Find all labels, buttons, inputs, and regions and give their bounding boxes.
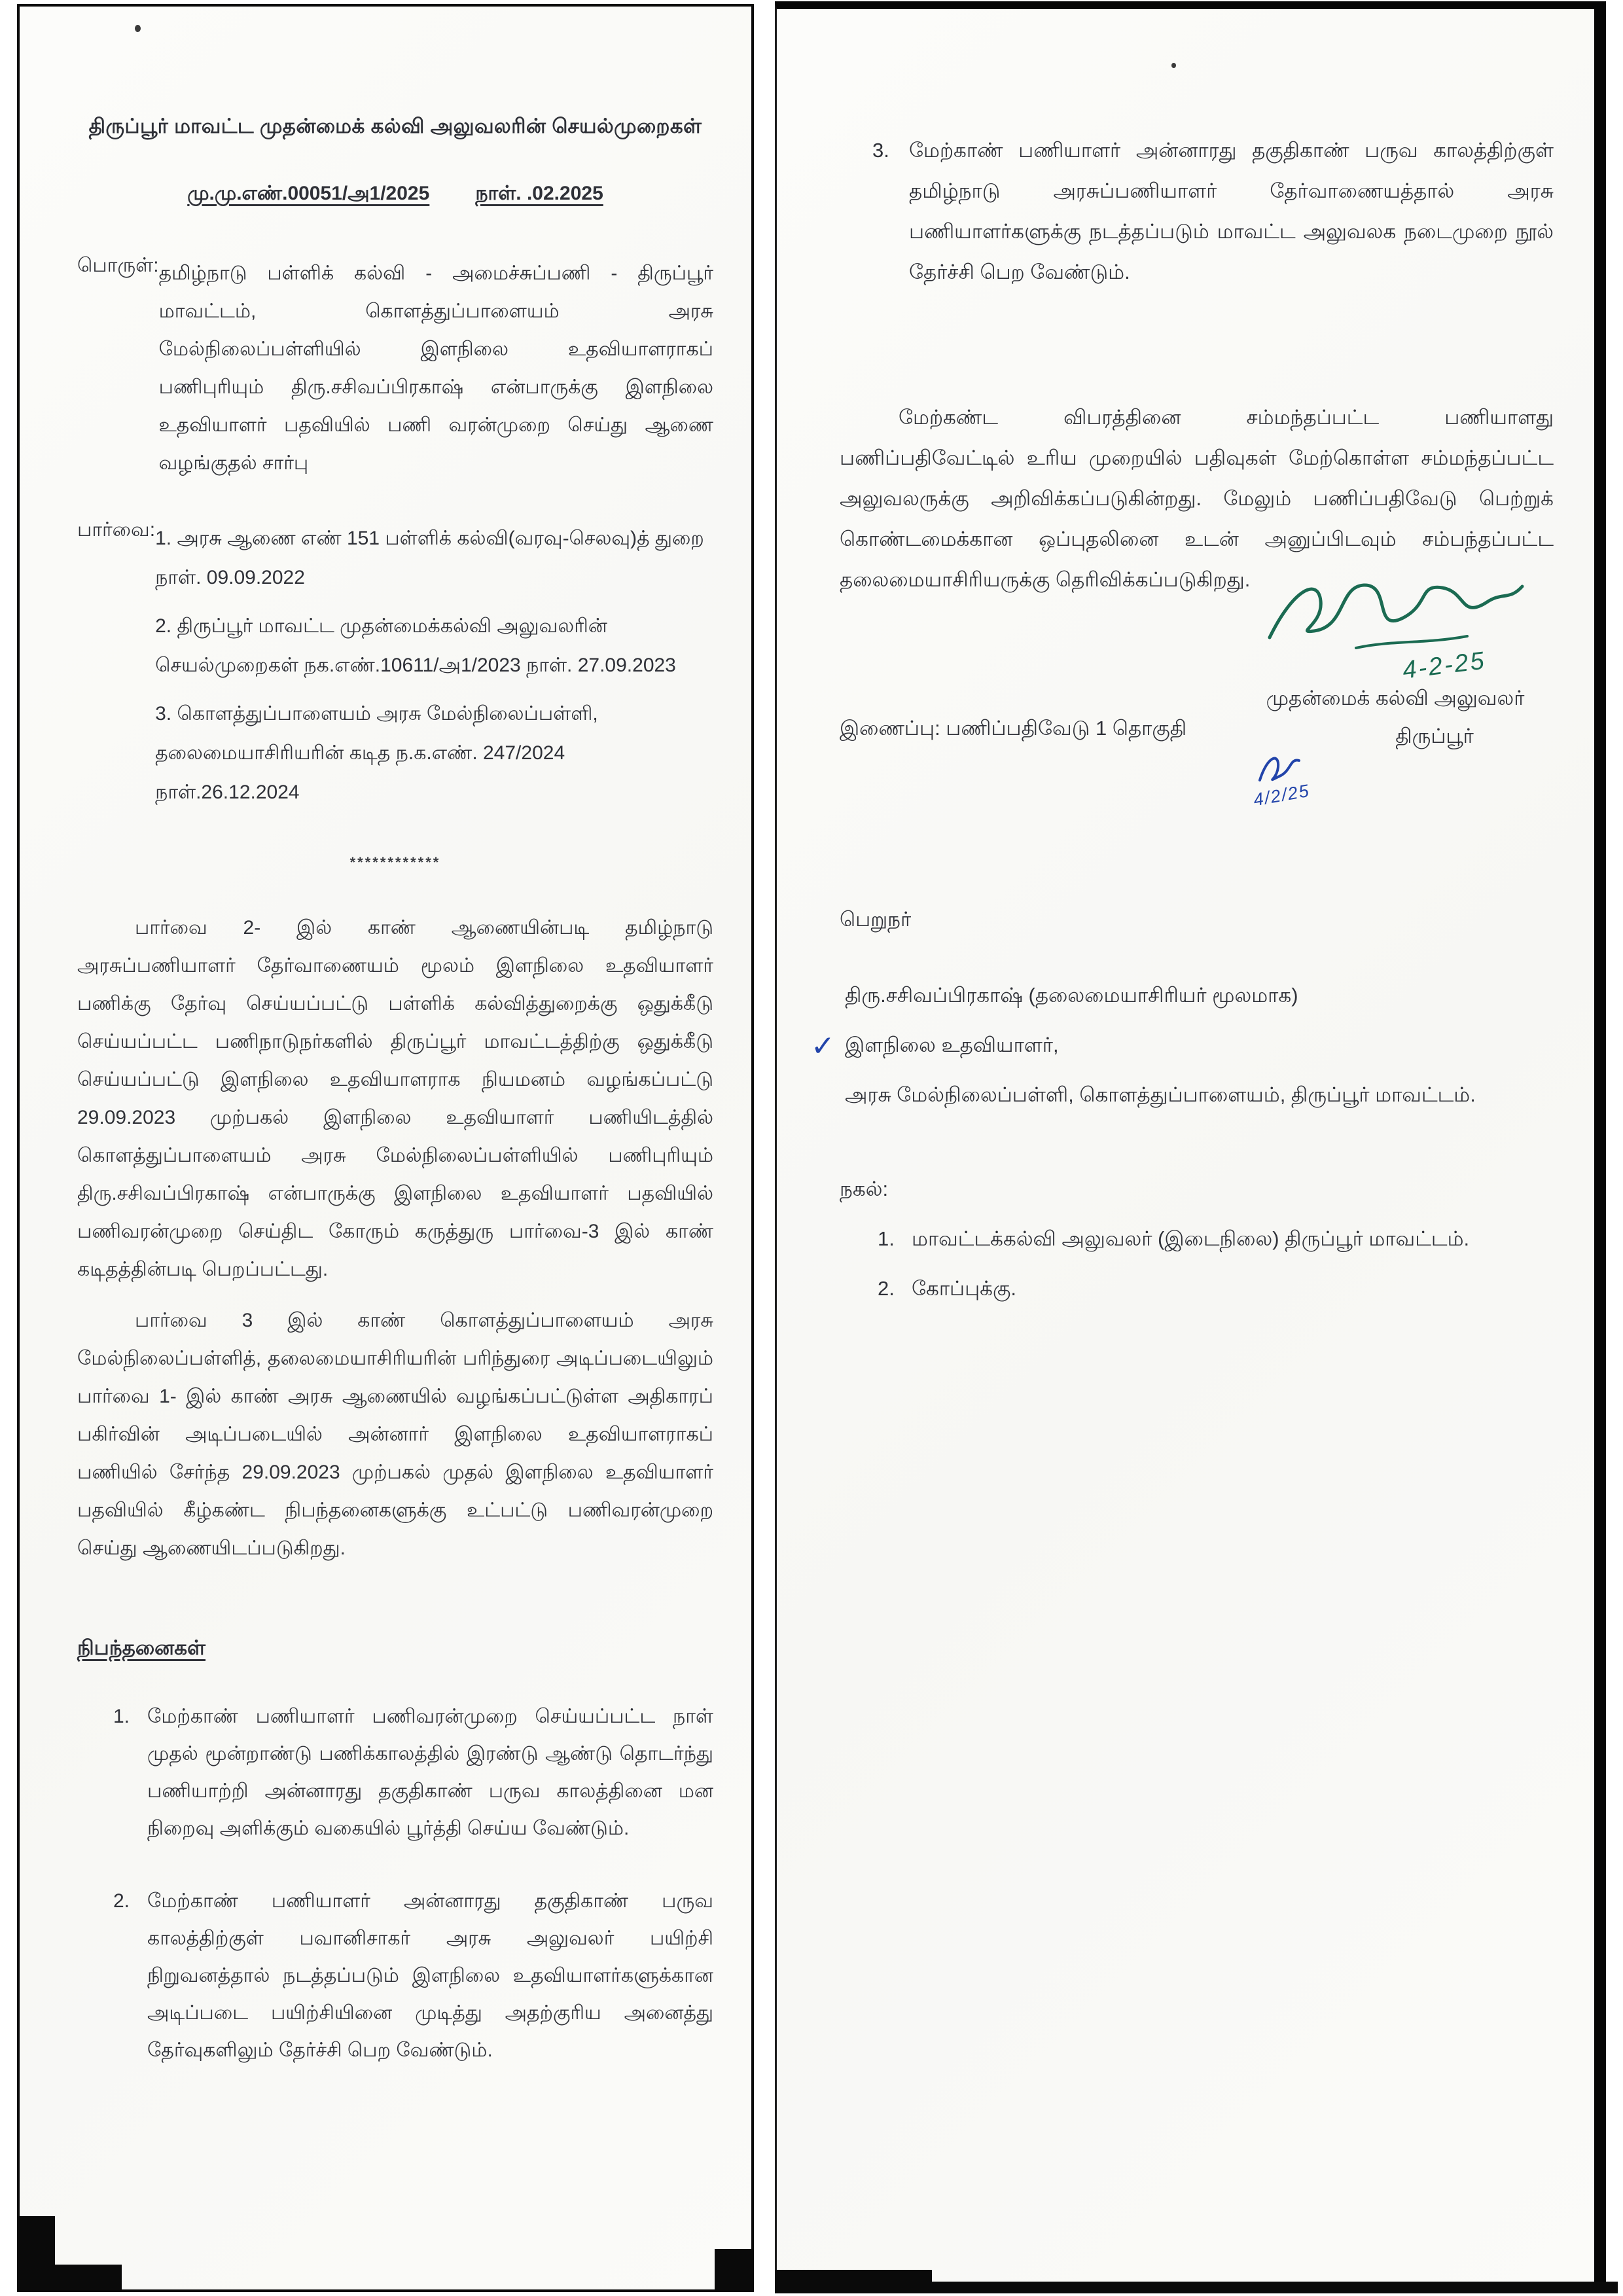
subject-text: தமிழ்நாடு பள்ளிக் கல்வி - அமைச்சுப்பணி - திருப்பூர் மாவட்டம், கொளத்துப்பாளையம் அரசு மேல்நிலைப்பள்ளியில் இளநிலை உதவியாளராகப் பணிபுரியும் திரு.சசிவப்பிரகாஷ் என்பாருக்கு இளநிலை உதவியாளர் பதவியில் பணி வரன்முறை செய்து ஆணை வழங்குதல் சார்பு	[158, 262, 713, 474]
recipient-name: திரு.சசிவப்பிரகாஷ் (தலைமையாசிரியர் மூலமாக)	[845, 984, 1298, 1007]
scan-artifact-bottom-left-foot	[17, 2265, 122, 2292]
proceedings-ref-no: மு.மு.எண்.00051/அ1/2025	[187, 183, 430, 204]
page-title: திருப்பூர் மாவட்ட முதன்மைக் கல்வி அலுவலரின் செயல்முறைகள்	[88, 115, 702, 137]
condition-item-3	[840, 130, 1554, 293]
condition-number: 3.	[872, 139, 889, 162]
copy-item-2	[840, 1277, 1554, 1303]
copy-number: 2.	[878, 1277, 895, 1300]
copy-text: மாவட்டக்கல்வி அலுவலர் (இடைநிலை) திருப்பூர் மாவட்டம்.	[912, 1227, 1470, 1250]
condition-number: 1.	[113, 1706, 130, 1727]
signatory-place: திருப்பூர்	[1395, 725, 1474, 747]
condition-text: மேற்காண் பணியாளர் அன்னாரது தகுதிகாண் பருவ காலத்திற்குள் தமிழ்நாடு அரசுப்பணியாளர் தேர்வாணையத்தால் அரசு பணியாளர்களுக்கு நடத்தப்படும் மாவட்ட அலுவலக நடைமுறை நூல் தேர்ச்சி பெற வேண்டும்.	[909, 139, 1554, 283]
recipient-designation-text: இளநிலை உதவியாளர்,	[845, 1033, 1059, 1056]
recipient-label: பெறுநர்	[840, 908, 912, 931]
condition-text: மேற்காண் பணியாளர் அன்னாரது தகுதிகாண் பருவ காலத்திற்குள் பவானிசாகர் அரசு அலுவலர் பயிற்சி நிறுவனத்தால் நடத்தப்படும் இளநிலை உதவியாளர்களுக்கான அடிப்படை பயிற்சியினை முடித்து அதற்குரிய அனைத்து தேர்வுகளிலும் தேர்ச்சி பெற வேண்டும்.	[147, 1890, 713, 2061]
checkmark-icon: ✓	[811, 1030, 835, 1062]
initial-date: 4/2/25	[1251, 780, 1311, 810]
references-block	[77, 519, 713, 821]
copy-number: 1.	[878, 1227, 895, 1250]
body-paragraph-1: பார்வை 2- இல் காண் ஆணையின்படி தமிழ்நாடு அரசுப்பணியாளர் தேர்வாணையம் மூலம் இளநிலை உதவியாளர் பணிக்கு தேர்வு செய்யப்பட்டு பள்ளிக் கல்வித்துறைக்கு ஒதுக்கீடு செய்யப்பட்ட பணிநாடுநர்களில் திருப்பூர் மாவட்டத்திற்கு ஒதுக்கீடு செய்யப்பட்டு இளநிலை உதவியாளராக நியமனம் வழங்கப்பட்டு 29.09.2023 முற்பகல் இளநிலை உதவியாளர் பணியிடத்தில் கொளத்துப்பாளையம் அரசு மேல்நிலைப்பள்ளியில் பணிபுரியும் திரு.சசிவப்பிரகாஷ் என்பாருக்கு இளநிலை உதவியாளர் பதவியில் பணிவரன்முறை செய்திட கோரும் கருத்துரு பார்வை-3 இல் காண் கடிதத்தின்படி பெறப்பட்டது.	[77, 917, 713, 1280]
recipient-designation	[811, 1020, 1554, 1070]
references-list	[155, 519, 713, 821]
copy-item-1	[840, 1227, 1554, 1253]
copy-text: கோப்புக்கு.	[912, 1277, 1016, 1300]
condition-item-2	[77, 1882, 713, 2069]
references-label: பார்வை:	[77, 519, 156, 541]
initial-mark-block	[1251, 747, 1345, 810]
condition-item-1	[77, 1698, 713, 1847]
reference-item: 3. கொளத்துப்பாளையம் அரசு மேல்நிலைப்பள்ளி, தலைமையாசிரியரின் கடித ந.க.எண். 247/2024 நாள்.26.12.2024	[155, 703, 598, 803]
document-page-2	[775, 1, 1606, 2292]
condition-text: மேற்காண் பணியாளர் பணிவரன்முறை செய்யப்பட்ட நாள் முதல் மூன்றாண்டு பணிக்காலத்தில் இரண்டு ஆண்டு தொடர்ந்து பணியாற்றி அன்னாரது தகுதிகாண் பருவ காலத்தினை மன நிறைவு அளிக்கும் வகையில் பூர்த்தி செய்ய வேண்டும்.	[147, 1706, 713, 1839]
reference-number-line	[77, 183, 713, 207]
recipient-block	[811, 971, 1554, 1120]
recipient-address: அரசு மேல்நிலைப்பள்ளி, கொளத்துப்பாளையம், திருப்பூர் மாவட்டம்.	[845, 1083, 1476, 1106]
copies-label: நகல்:	[840, 1177, 889, 1200]
reference-item: 1. அரசு ஆணை எண் 151 பள்ளிக் கல்வி(வரவு-செலவு)த் துறை நாள். 09.09.2022	[155, 528, 704, 588]
subject-block	[77, 255, 713, 482]
signature-block	[1228, 567, 1562, 751]
closing-paragraph: மேற்கண்ட விபரத்தினை சம்மந்தப்பட்ட பணியாளது பணிப்பதிவேட்டில் உரிய முறையில் பதிவுகள் மேற்கொள்ள சம்மந்தப்பட்ட அலுவலருக்கு அறிவிக்கப்படுகின்றது. மேலும் பணிப்பதிவேடு பெற்றுக் கொண்டமைக்கான ஒப்புதலினை உடன் அனுப்பிடவும் சம்பந்தப்பட்ட தலைமையாசிரியருக்கு தெரிவிக்கப்படுகிறது.	[840, 406, 1554, 591]
signature-scribble-icon	[1258, 567, 1533, 665]
reference-item: 2. திருப்பூர் மாவட்ட முதன்மைக்கல்வி அலுவலரின் செயல்முறைகள் நக.எண்.10611/அ1/2023 நாள். 27.09.2023	[155, 615, 676, 676]
condition-number: 2.	[113, 1890, 130, 1912]
body-paragraph-2: பார்வை 3 இல் காண் கொளத்துப்பாளையம் அரசு மேல்நிலைப்பள்ளித், தலைமையாசிரியரின் பரிந்துரை அடிப்படையிலும் பார்வை 1- இல் காண் அரசு ஆணையில் வழங்கப்பட்டுள்ள அதிகாரப் பகிர்வின் அடிப்படையில் அன்னார் இளநிலை உதவியாளராகப் பணியில் சேர்ந்த 29.09.2023 முற்பகல் முதல் இளநிலை உதவியாளர் பதவியில் கீழ்கண்ட நிபந்தனைகளுக்கு உட்பட்டு பணிவரன்முறை செய்து ஆணையிடப்படுகிறது.	[77, 1310, 713, 1559]
enclosure-line: இணைப்பு: பணிப்பதிவேடு 1 தொகுதி	[840, 717, 1187, 740]
scan-artifact-left-page-bottom-right	[715, 2249, 754, 2292]
scan-speck-right-page-top	[1171, 63, 1176, 68]
conditions-heading: நிபந்தனைகள்	[77, 1636, 206, 1659]
signatory-title: முதன்மைக் கல்வி அலுவலர்	[1266, 687, 1525, 709]
subject-label: பொருள்:	[77, 255, 159, 276]
document-page-1	[17, 4, 754, 2292]
scan-speck-top-left	[135, 25, 141, 32]
scan-artifact-right-page-bottom-left	[775, 2270, 932, 2293]
signature-date: 4-2-25	[1400, 647, 1488, 685]
section-separator: ************	[349, 854, 441, 870]
proceedings-date: நாள். .02.2025	[475, 183, 603, 204]
